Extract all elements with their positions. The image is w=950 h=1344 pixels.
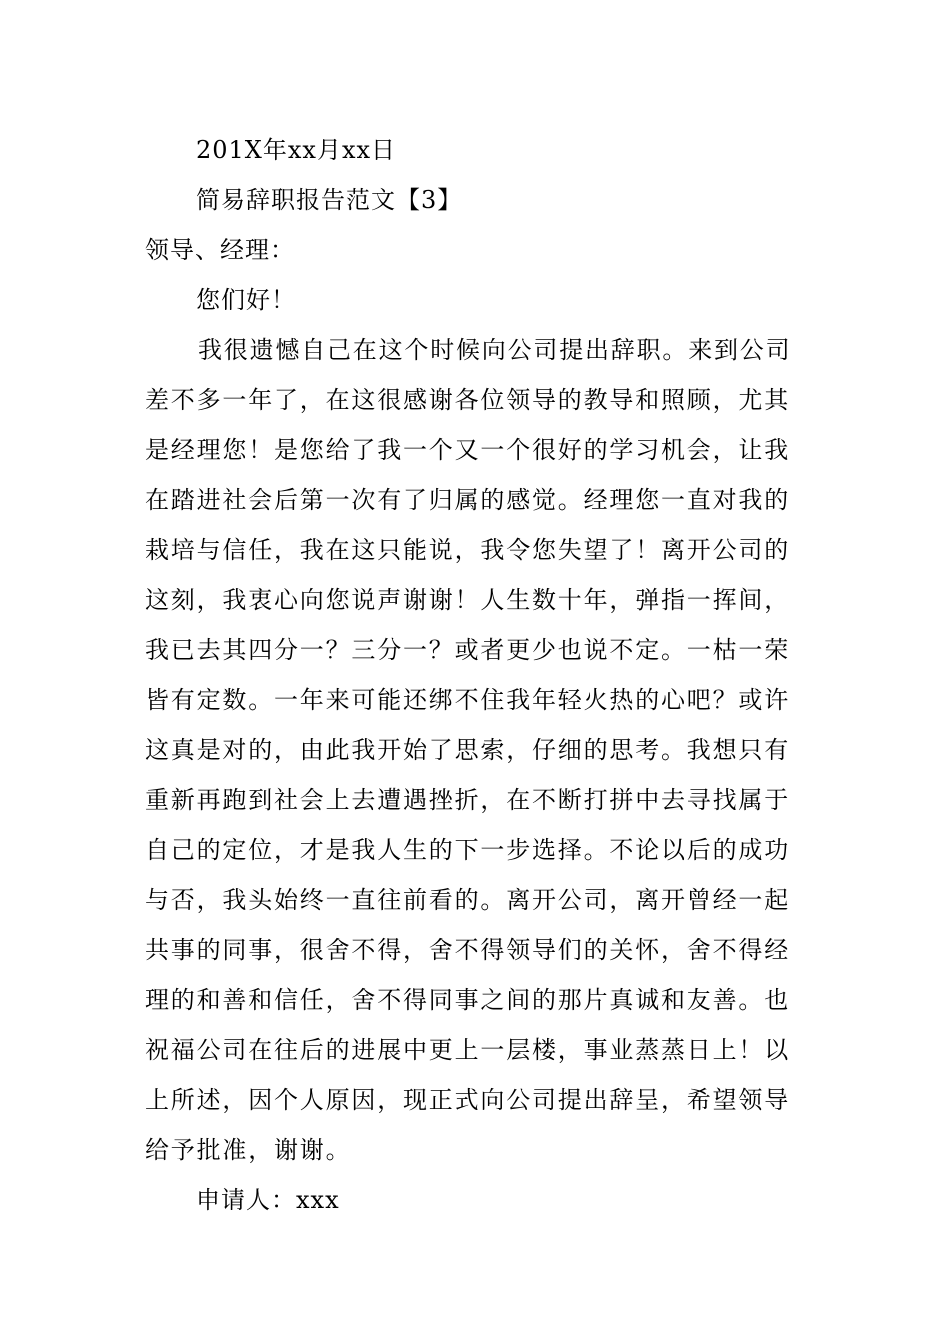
- body-line: 理的和善和信任，舍不得同事之间的那片真诚和友善。也: [145, 986, 790, 1014]
- body-line: 皆有定数。一年来可能还绑不住我年轻火热的心吧？或许: [145, 686, 790, 714]
- salutation: 领导、经理：: [145, 236, 295, 264]
- body-line: 差不多一年了，在这很感谢各位领导的教导和照顾，尤其: [145, 386, 790, 414]
- document-heading: 简易辞职报告范文【3】: [196, 186, 463, 214]
- body-line: 共事的同事，很舍不得，舍不得领导们的关怀，舍不得经: [145, 936, 790, 964]
- body-line: 给予批准，谢谢。: [145, 1136, 352, 1164]
- applicant-signature: 申请人：xxx: [196, 1186, 340, 1214]
- body-line: 这刻，我衷心向您说声谢谢！人生数十年，弹指一挥间，: [145, 586, 790, 614]
- body-line: 祝福公司在往后的进展中更上一层楼，事业蒸蒸日上！以: [145, 1036, 790, 1064]
- body-line: 这真是对的，由此我开始了思索，仔细的思考。我想只有: [145, 736, 790, 764]
- body-line: 在踏进社会后第一次有了归属的感觉。经理您一直对我的: [145, 486, 790, 514]
- body-line: 我很遗憾自己在这个时候向公司提出辞职。来到公司: [198, 336, 792, 364]
- body-line: 是经理您！是您给了我一个又一个很好的学习机会，让我: [145, 436, 790, 464]
- body-line: 我已去其四分一？三分一？或者更少也说不定。一枯一荣: [145, 636, 790, 664]
- body-line: 自己的定位，才是我人生的下一步选择。不论以后的成功: [145, 836, 790, 864]
- date-line: 201X年xx月xx日: [196, 136, 397, 164]
- body-line: 与否，我头始终一直往前看的。离开公司，离开曾经一起: [145, 886, 790, 914]
- body-line: 栽培与信任，我在这只能说，我令您失望了！离开公司的: [145, 536, 790, 564]
- body-line: 重新再跑到社会上去遭遇挫折，在不断打拼中去寻找属于: [145, 786, 790, 814]
- greeting: 您们好！: [196, 286, 296, 314]
- body-line: 上所述，因个人原因，现正式向公司提出辞呈，希望领导: [145, 1086, 790, 1114]
